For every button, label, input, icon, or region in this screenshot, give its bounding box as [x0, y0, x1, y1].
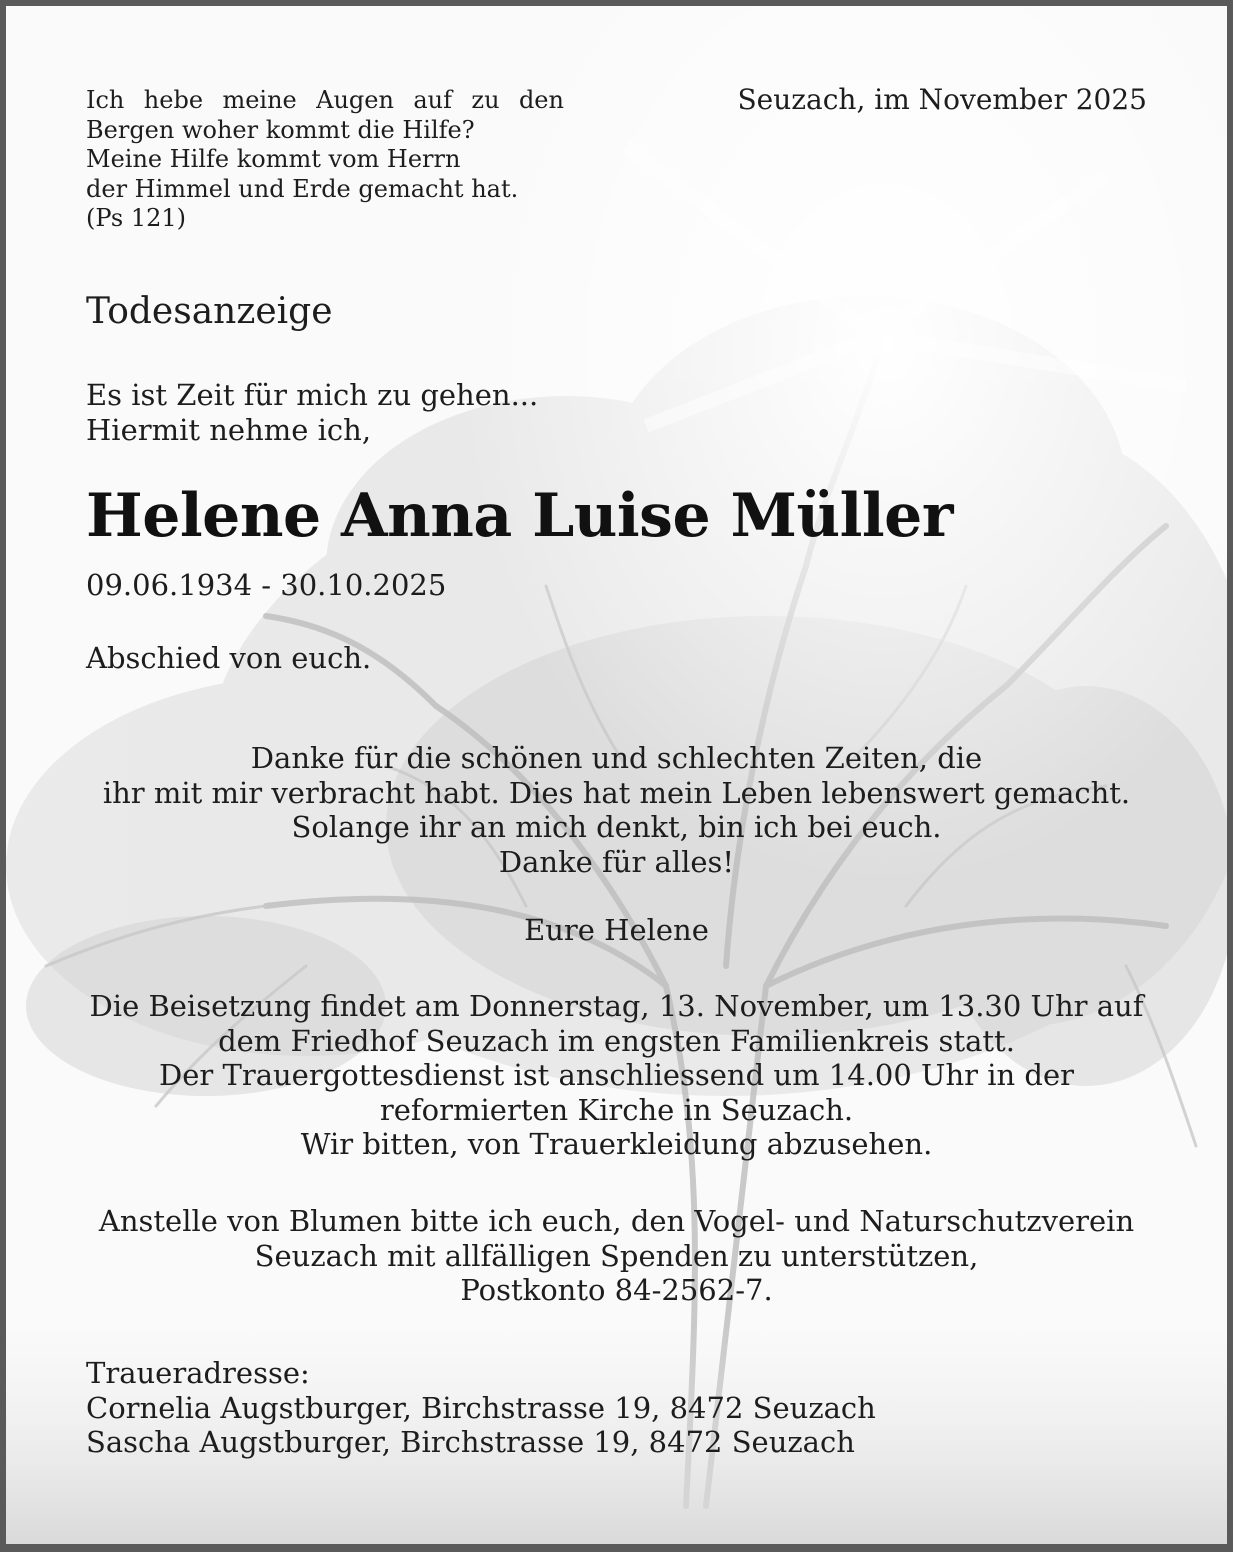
burial-line-3: Der Trauergottesdienst ist anschliessend um 14.00 Uhr in der — [159, 1058, 1074, 1092]
psalm-citation: (Ps 121) — [86, 204, 186, 232]
donation-line-2: Seuzach mit allfälligen Spenden zu unterstützen, — [254, 1238, 979, 1273]
life-dates: 09.06.1934 - 30.10.2025 — [86, 568, 447, 602]
burial-line-5: Wir bitten, von Trauerkleidung abzusehen. — [300, 1127, 933, 1161]
address-label: Traueradresse: — [86, 1356, 310, 1390]
burial-details — [66, 989, 1167, 1162]
psalm-line-2: Bergen woher kommt die Hilfe? — [86, 115, 475, 144]
intro-text — [86, 378, 538, 448]
psalm-line-1-word: meine — [222, 86, 297, 114]
thanks-message — [66, 741, 1167, 879]
burial-line-4: reformierten Kirche in Seuzach. — [379, 1092, 854, 1127]
psalm-quote — [86, 86, 566, 234]
psalm-line-1-word: Ich — [86, 86, 125, 114]
place-and-date: Seuzach, im November 2025 — [737, 83, 1147, 116]
obituary-content — [6, 6, 1227, 1544]
intro-line-2: Hiermit nehme ich, — [86, 413, 372, 447]
thanks-line-3: Solange ihr an mich denkt, bin ich bei euch. — [291, 810, 942, 844]
farewell-text: Abschied von euch. — [86, 641, 372, 675]
notice-heading: Todesanzeige — [86, 291, 333, 332]
address-line-1: Cornelia Augstburger, Birchstrasse 19, 8472 Seuzach — [86, 1390, 876, 1425]
donation-request — [66, 1204, 1167, 1308]
intro-line-1: Es ist Zeit für mich zu gehen... — [86, 378, 539, 412]
psalm-line-1-word: zu — [471, 86, 500, 114]
thanks-line-4: Danke für alles! — [498, 844, 735, 879]
signature — [66, 913, 1167, 948]
psalm-line-1-word: hebe — [143, 86, 204, 114]
thanks-line-2: ihr mit mir verbracht habt. Dies hat mein Leben lebenswert gemacht. — [102, 775, 1131, 810]
psalm-line-1-word: auf — [413, 86, 453, 114]
address-line-2: Sascha Augstburger, Birchstrasse 19, 8472 Seuzach — [86, 1425, 855, 1459]
psalm-line-1-word: den — [518, 86, 564, 114]
donation-account: Postkonto 84-2562-7. — [460, 1273, 773, 1307]
psalm-line-1-word: Augen — [316, 86, 394, 114]
deceased-name: Helene Anna Luise Müller — [86, 481, 953, 551]
thanks-line-1: Danke für die schönen und schlechten Zeiten, die — [250, 741, 983, 775]
donation-line-1: Anstelle von Blumen bitte ich euch, den Vogel- und Naturschutzverein — [98, 1204, 1135, 1238]
mourning-address — [86, 1356, 876, 1460]
burial-line-1: Die Beisetzung findet am Donnerstag, 13. November, um 13.30 Uhr auf — [89, 989, 1144, 1023]
signature-text: Eure Helene — [524, 913, 709, 947]
burial-line-2: dem Friedhof Seuzach im engsten Familienkreis statt. — [218, 1023, 1015, 1058]
psalm-line-1 — [86, 86, 564, 116]
psalm-line-4: der Himmel und Erde gemacht hat. — [86, 174, 519, 203]
psalm-line-3: Meine Hilfe kommt vom Herrn — [86, 145, 461, 173]
